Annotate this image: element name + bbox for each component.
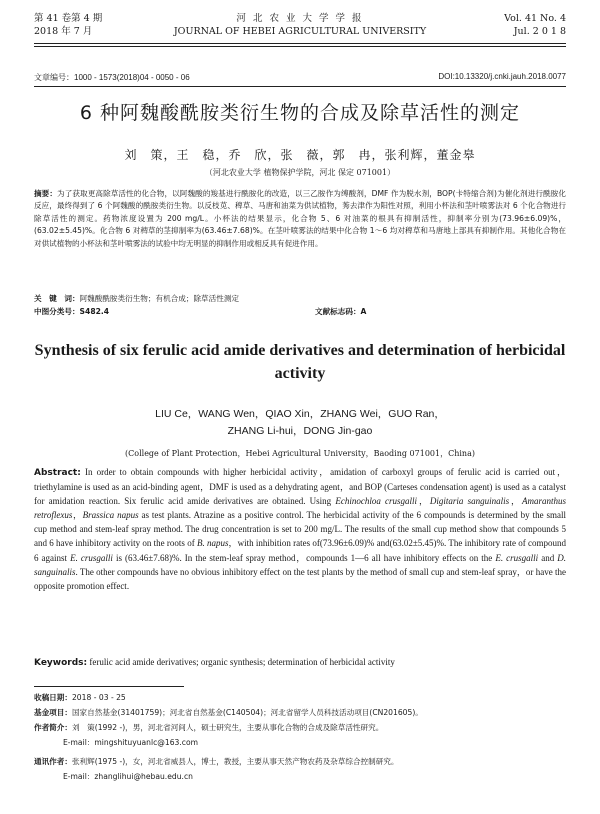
- meta-rule: [34, 86, 566, 87]
- authors-en: [30, 406, 570, 440]
- title-en: Synthesis of six ferulic acid amide derivatives and determination of herbicidal activity: [34, 342, 566, 382]
- title-cn: 6 种阿魏酸酰胺类衍生物的合成及除草活性的测定: [79, 102, 521, 124]
- species-name: Digitaria sanguinalis: [429, 496, 510, 507]
- keywords-en-label: Keywords:: [34, 658, 88, 668]
- footnote-fund: [34, 707, 566, 719]
- abstract-en-text: as test plants. Atrazine as a positive control. The herbicidal activity of the 6 compounds is determined by the small cup method and stem-leaf spray method. The drug concentration is set to 200 mg/L. The results of the small cup method show that compounds 5 and 6 have inhibitory activity on the roots of: [34, 510, 566, 549]
- species-name: E. crusgalli: [70, 552, 113, 563]
- abstract-en-label: Abstract:: [34, 468, 81, 478]
- footnote-rule: [34, 686, 184, 687]
- header-right: [504, 12, 566, 38]
- authors-en-line2: ZHANG Li-hui，DONG Jin-gao: [227, 425, 373, 437]
- keywords-en-text: ferulic acid amide derivatives; organic synthesis; determination of herbicidal activity: [89, 657, 395, 667]
- journal-name-en: JOURNAL OF HEBEI AGRICULTURAL UNIVERSITY: [173, 26, 427, 37]
- fund-text: 国家自然基金(31401759)；河北省自然基金(C140504)；河北省留学人员科技活动项目(CN201605)。: [71, 708, 423, 717]
- abstract-en-text: . The other compounds have no obvious inhibitory effect on the test plants by the method of small cup and stem-leaf spray，or have the opposite promotion effect.: [34, 566, 566, 591]
- running-header: [34, 12, 566, 38]
- species-name: B. napus: [196, 538, 229, 549]
- document-code: 文献标志码：A: [315, 307, 367, 316]
- abstract-en-text: ，: [417, 496, 430, 507]
- authors-cn: 刘 策，王 稳，乔 欣，张 薇，郭 冉，张利辉，董金皋: [124, 148, 476, 162]
- species-name: Echinochloa crusgalli: [335, 496, 418, 507]
- affiliation-cn: （河北农业大学 植物保护学院，河北 保定 071001）: [204, 168, 396, 177]
- author-bio: 刘 策(1992 -)，男，河北省河间人，硕士研究生，主要从事化合物的合成及除草活性研究。: [71, 723, 384, 732]
- footnote-label: 作者简介：: [34, 723, 72, 732]
- doi: DOI:10.13320/j.cnki.jauh.2018.0077: [438, 72, 566, 81]
- received-date: 2018 - 03 - 25: [71, 693, 126, 702]
- abstract-cn-label: 摘要：: [34, 189, 58, 198]
- abstract-en-text: ，with inhibition rates of(73.96±6.09)% and(63.02±5.45)%. The inhibitory rate of compound 6 against: [34, 538, 566, 563]
- footnote-author: [34, 722, 566, 734]
- abstract-en-text: and: [538, 552, 558, 563]
- corresponding-bio: 张利辉(1975 -)，女，河北省威县人，博士，教授，主要从事天然产物农药及杂草综合控制研究。: [71, 757, 399, 766]
- footnote-label: 基金项目：: [34, 708, 72, 717]
- header-center: [34, 12, 566, 38]
- authors-en-line1: LIU Ce，WANG Wen，QIAO Xin，ZHANG Wei，GUO Ran，: [155, 408, 445, 420]
- date-cn: 2018 年 7 月: [34, 26, 93, 37]
- abstract-en-text: is (63.46±7.68)%. In the stem-leaf spray method，compounds 1—6 all have inhibitory effects on the: [112, 552, 496, 563]
- article-meta: [34, 72, 566, 83]
- footnote-label: 通讯作者：: [34, 757, 72, 766]
- abstract-en-text: In order to obtain compounds with higher herbicidal activity，amidation of carboxyl groups of ferulic acid is carried out，triethylamine is used as an acid-binding agent，DMF is used as a dehydrating agent，and BOP (Carteses condensation agent) is used as a catalyst for amidation reaction. Six ferulic acid amide derivatives are obtained. Using: [34, 467, 567, 507]
- affiliation-en: (College of Plant Protection，Hebei Agricultural University，Baoding 071001，China): [125, 449, 475, 458]
- footnote-corresponding: [34, 756, 566, 768]
- author-email: E-mail：mingshituyuanlc@163.com: [63, 738, 198, 747]
- issue-cn: 第 41 卷第 4 期: [34, 13, 103, 24]
- header-rule-double: [34, 46, 566, 47]
- species-name: E. crusgalli: [495, 552, 539, 563]
- corresponding-email: E-mail：zhanglihui@hebau.edu.cn: [63, 772, 193, 781]
- keywords-en: [34, 657, 566, 668]
- footnote-label: 收稿日期：: [34, 693, 72, 702]
- abstract-en-text: ，: [72, 510, 83, 521]
- abstract-en: [34, 465, 566, 593]
- footnote-received: [34, 692, 566, 704]
- classification-row: [34, 306, 566, 317]
- abstract-cn: [34, 188, 566, 250]
- header-rule: [34, 43, 566, 44]
- clc-number: 中图分类号：S482.4: [34, 307, 110, 316]
- date-en: Jul. 2 0 1 8: [513, 26, 566, 37]
- keywords-cn-label: 关 键 词：: [34, 294, 80, 303]
- volume-en: Vol. 41 No. 4: [504, 13, 566, 24]
- keywords-cn-text: 阿魏酸酰胺类衍生物；有机合成；除草活性测定: [79, 294, 240, 303]
- species-name: Brassica napus: [82, 510, 139, 521]
- footnotes: [34, 692, 566, 783]
- article-number: 文章编号：1000 - 1573(2018)04 - 0050 - 06: [34, 73, 190, 82]
- abstract-cn-text: 为了获取更高除草活性的化合物，以阿魏酸的羧基进行酰胺化的改造，以三乙胺作为缚酸剂，DMF 作为脱水剂，BOP(卡特缩合剂)为催化剂进行酰胺化反应，最终得到了 6 个阿魏酸的酰胺类衍生物。以反枝苋、稗草、马唐和油菜为供试植物，莠去津作为阳性对照，利用小杯法和茎叶喷雾法对 6 个化合物进行除草活性的测定。药物浓度设置为 200 mg/L。小杯法的结果显示，化合物 5、6 对油菜的根具有抑制活性，抑制率分别为(73.96±6.09)%，(63.02±5.45)%。化合物 6 对稗草的茎抑制率为(63.46±7.68)%。在茎叶喷雾法的结果中化合物 1～6 均对稗草和马唐地上部具有抑制作用。其他化合物在对供试植物的小杯法和茎叶喷雾法的试验中均无明显的抑制作用或相反具有促进作用。: [34, 189, 567, 248]
- abstract-en-text: ，: [509, 496, 522, 507]
- species-name: D. sanguinalis: [34, 552, 566, 577]
- journal-name-cn: 河 北 农 业 大 学 学 报: [236, 13, 364, 24]
- keywords-cn: [34, 293, 566, 304]
- species-name: Amaranthus retroflexus: [34, 496, 566, 521]
